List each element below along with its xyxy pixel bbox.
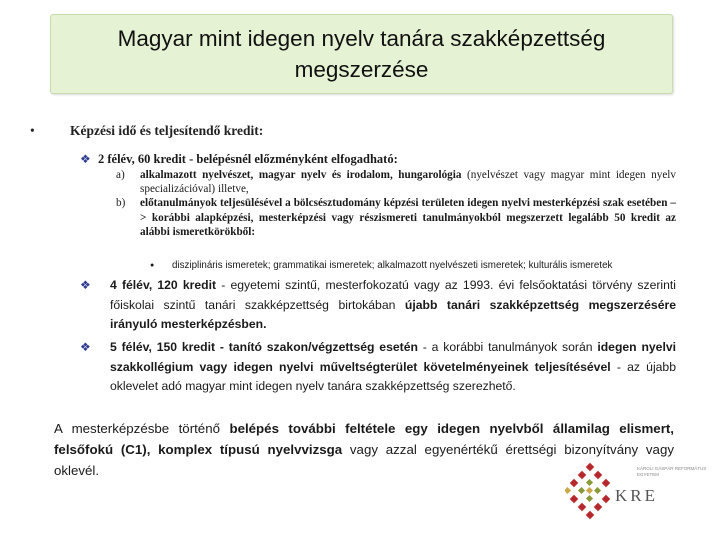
item-5-semesters — [80, 338, 676, 397]
prerequisite-b — [112, 196, 676, 239]
item-5-semesters-bold: 5 félév, 150 kredit - tanító szakon/végzettség esetén — [110, 340, 418, 354]
prerequisite-list — [112, 168, 676, 239]
prerequisite-a-rest: (nyelvészet vagy magyar mint idegen nyelv specializációval) illetve, — [140, 169, 677, 196]
para-text-2: vagy azzal egyenértékű érettségi bizonyítvány vagy oklevél. — [54, 442, 674, 478]
prerequisite-b-mark: b) — [116, 197, 126, 210]
para-text-1: A mesterképzésbe történő — [54, 421, 230, 436]
title-main: Magyar mint idegen nyelv tanára — [117, 26, 445, 51]
item-5-semesters-tail: - az újabb oklevelet adó magyar mint idegen nyelv tanára szakképzettség szerezhető. — [110, 359, 676, 393]
item-4-semesters-text: - egyetemi szintű, mesterfokozatú vagy az 1993. évi felsőoktatási törvény szerinti főiskolai szintű tanári szakképzettség birtokában — [110, 278, 677, 312]
item-5-semesters-req: idegen nyelvi szakkollégium vagy idegen nyelvi műveltségterület követelményeinek teljesítésével — [110, 340, 677, 374]
item-4-semesters-bold: 4 félév, 120 kredit — [110, 278, 217, 292]
title-suffix: szakképzettség megszerzése — [294, 26, 606, 82]
item-5-semesters-text: - a korábbi tanulmányok során — [417, 340, 598, 354]
item-4-semesters-goal: újabb tanári szakképzettség megszerzésére irányuló mesterképzésben. — [110, 297, 676, 331]
diamond-bullet-icon: ❖ — [80, 340, 91, 354]
item-2-semesters-text: 2 félév, 60 kredit - belépésnél előzményként elfogadható: — [98, 152, 398, 166]
item-2-semesters — [80, 152, 398, 167]
prerequisite-a-mark: a) — [116, 169, 125, 181]
slide-title — [50, 14, 673, 94]
diamond-bullet-icon: ❖ — [80, 278, 91, 292]
kre-subtitle: KÁROLI GÁSPÁR REFORMÁTUS EGYETEM — [637, 466, 707, 477]
kre-name: KRE — [615, 486, 658, 505]
knowledge-areas — [150, 260, 612, 271]
knowledge-areas-text: disziplináris ismeretek; grammatikai ismeretek; alkalmazott nyelvészeti ismeretek; kulturális ismeretek — [172, 260, 613, 271]
kre-logo — [565, 462, 715, 528]
prerequisite-a — [112, 168, 676, 196]
bullet-dot: • — [30, 123, 35, 138]
para-bold: belépés további feltétele egy idegen nyelvből államilag elismert, felsőfokú (C1), komplex típusú nyelvvizsga — [54, 421, 674, 457]
bullet-text: Képzési idő és teljesítendő kredit: — [70, 123, 264, 138]
small-bullet-icon: ● — [150, 261, 155, 269]
diamond-bullet-icon: ❖ — [80, 152, 91, 166]
prerequisite-b-bold: előtanulmányok teljesülésével a bölcsésztudomány képzési területen idegen nyelvi mesterképzési szak esetében –> korábbi alapképzési, mesterképzési vagy részismereti tanulmányokból megszerzett legalább 50 kredit az alábbi ismeretkörökből: — [140, 197, 676, 238]
prerequisite-a-bold: alkalmazott nyelvészet, magyar nyelv és irodalom, hungarológia — [140, 169, 462, 181]
kre-emblem-icon — [565, 462, 615, 528]
item-4-semesters — [80, 276, 676, 335]
